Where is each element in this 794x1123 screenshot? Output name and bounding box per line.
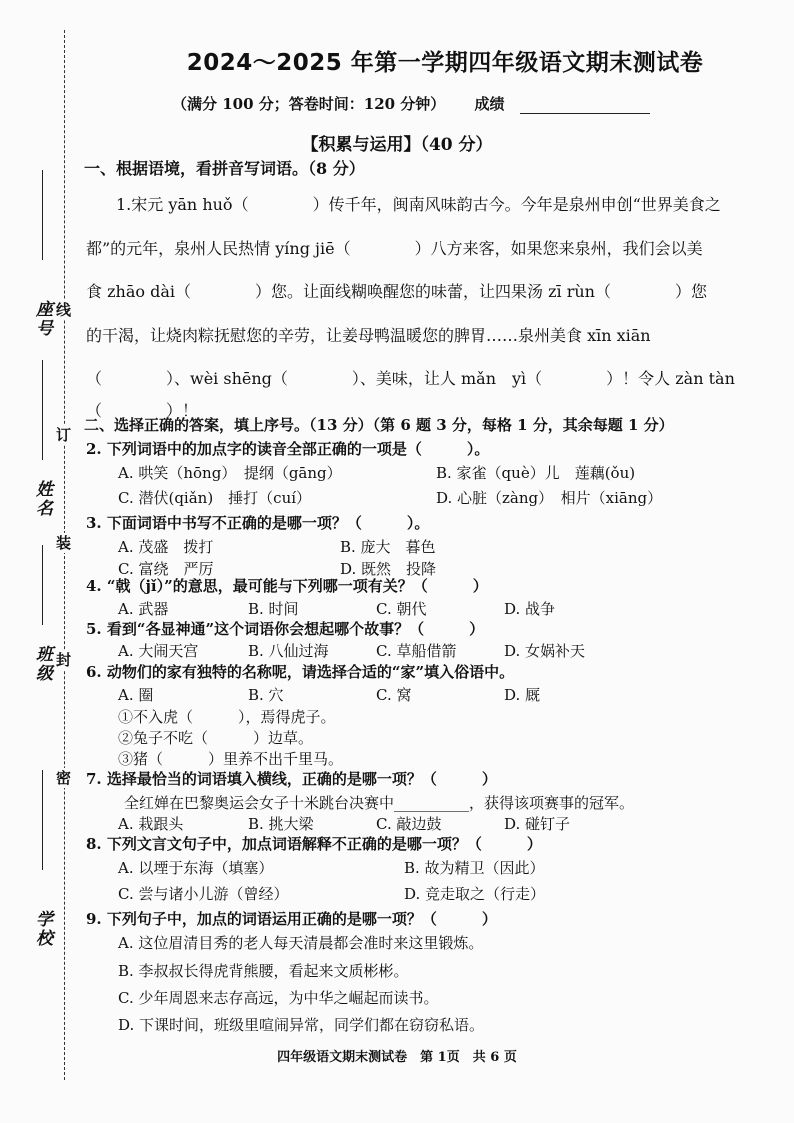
binding-word: 封 [56, 651, 72, 669]
question-6: 6. 动物们的家有独特的名称呢，请选择合适的“家”填入俗语中。 [86, 663, 515, 681]
question-5: 5. 看到“各显神通”这个词语你会想起哪个故事？（ ） [86, 620, 485, 638]
q5-option-d[interactable]: D. 女娲补天 [504, 642, 586, 660]
q8-option-b[interactable]: B. 故为精卫（因此） [404, 859, 545, 877]
q3-option-a[interactable]: A. 茂盛 拨打 [118, 538, 214, 556]
q4-option-b[interactable]: B. 时间 [248, 600, 299, 618]
q3-option-b[interactable]: B. 庞大 暮色 [340, 538, 436, 556]
q8-option-c[interactable]: C. 尝与诸小儿游（曾经） [118, 885, 289, 903]
q2-option-a[interactable]: A. 哄笑（hōng） 提纲（gāng） [118, 464, 342, 482]
question-3: 3. 下面词语中书写不正确的是哪一项？（ ）。 [86, 514, 430, 532]
question-2: 2. 下列词语中的加点字的读音全部正确的一项是（ ）。 [86, 440, 490, 458]
q4-option-c[interactable]: C. 朝代 [376, 600, 427, 618]
q6-option-a[interactable]: A. 圈 [118, 686, 154, 704]
question-4: 4. “戟（jǐ）”的意思，最可能与下列哪一项有关？（ ） [86, 577, 488, 595]
q2-option-d[interactable]: D. 心脏（zàng） 相片（xiāng） [436, 489, 663, 507]
binding-word: 线 [56, 301, 72, 319]
q2-option-b[interactable]: B. 家雀（què）儿 莲藕(ǒu) [436, 464, 636, 482]
q9-option-c[interactable]: C. 少年周恩来志存高远，为中华之崛起而读书。 [118, 989, 439, 1007]
question-8: 8. 下列文言文句子中，加点词语解释不正确的是哪一项？（ ） [86, 835, 542, 853]
section-title: 【积累与运用】（40 分） [301, 135, 493, 155]
q7-option-a[interactable]: A. 栽跟头 [118, 815, 184, 833]
name-field[interactable]: 姓名 [30, 360, 46, 522]
passage-line: 食 zhāo dài（ ）您。让面线糊唤醒您的味蕾，让四果汤 zī rùn（ ）您 [86, 282, 707, 301]
q9-option-d[interactable]: D. 下课时间，班级里喧闹异常，同学们都在窃窃私语。 [118, 1016, 485, 1034]
q6-item-2[interactable]: ②兔子不吃（ ）边草。 [118, 729, 314, 747]
q6-option-b[interactable]: B. 穴 [248, 686, 284, 704]
binding-dashed-line [64, 30, 65, 1080]
q6-item-3[interactable]: ③猪（ ）里养不出千里马。 [118, 750, 344, 768]
q3-option-d[interactable]: D. 既然 投降 [340, 560, 437, 578]
q6-option-c[interactable]: C. 窝 [376, 686, 412, 704]
q9-option-b[interactable]: B. 李叔叔长得虎背熊腰，看起来文质彬彬。 [118, 962, 409, 980]
q6-item-1[interactable]: ①不入虎（ ），焉得虎子。 [118, 708, 336, 726]
question-9: 9. 下列句子中，加点的词语运用正确的是哪一项？（ ） [86, 910, 497, 928]
passage-line: 1.宋元 yān huǒ（ ）传千年，闽南风味韵古今。今年是泉州申创“世界美食之 [116, 195, 721, 214]
q7-sentence: 全红婵在巴黎奥运会女子十米跳台决赛中__________，获得该项赛事的冠军。 [124, 794, 635, 812]
binding-word: 密 [56, 769, 72, 787]
part1-heading: 一、根据语境，看拼音写词语。（8 分） [84, 159, 365, 178]
exam-info: （满分 100 分；答卷时间：120 分钟） 成绩 [172, 93, 650, 114]
school-field[interactable]: 学校 [30, 770, 46, 952]
passage-line: 都”的元年，泉州人民热情 yíng jiē（ ）八方来客，如果您来泉州，我们会以美 [86, 239, 703, 258]
q5-option-b[interactable]: B. 八仙过海 [248, 642, 329, 660]
q4-option-d[interactable]: D. 战争 [504, 600, 556, 618]
part2-heading: 二、选择正确的答案，填上序号。（13 分）（第 6 题 3 分，每格 1 分，其余每题 1 分） [84, 416, 674, 434]
passage-line: 的干渴，让烧肉粽抚慰您的辛劳，让姜母鸭温暖您的脾胃……泉州美食 xīn xiān [86, 326, 651, 345]
q5-option-c[interactable]: C. 草船借箭 [376, 642, 457, 660]
question-7: 7. 选择最恰当的词语填入横线，正确的是哪一项？（ ） [86, 770, 497, 788]
q3-option-c[interactable]: C. 富绕 严厉 [118, 560, 214, 578]
q5-option-a[interactable]: A. 大闹天宫 [118, 642, 199, 660]
q7-option-d[interactable]: D. 碰钉子 [504, 815, 571, 833]
class-field[interactable]: 班级 [30, 545, 46, 687]
passage-line: （ ）、wèi shēng（ ）、美味，让人 mǎn yì（ ）！令人 zàn tàn [86, 369, 735, 388]
q7-option-c[interactable]: C. 敲边鼓 [376, 815, 442, 833]
q8-option-d[interactable]: D. 竞走取之（行走） [404, 885, 546, 903]
exam-title: 2024～2025 年第一学期四年级语文期末测试卷 [186, 50, 704, 76]
seat-number-field[interactable]: 座号 [30, 170, 46, 342]
passage-line: （ ）！ [86, 401, 199, 420]
page-footer: 四年级语文期末测试卷 第 1页 共 6 页 [277, 1050, 517, 1065]
score-blank[interactable] [520, 99, 650, 114]
q2-option-c[interactable]: C. 潜伏(qiǎn) 捶打（cuí） [118, 489, 312, 507]
q8-option-a[interactable]: A. 以堙于东海（填塞） [118, 859, 274, 877]
q9-option-a[interactable]: A. 这位眉清目秀的老人每天清晨都会准时来这里锻炼。 [118, 934, 484, 952]
binding-word: 订 [56, 426, 72, 444]
q4-option-a[interactable]: A. 武器 [118, 600, 169, 618]
q7-option-b[interactable]: B. 挑大梁 [248, 815, 314, 833]
q6-option-d[interactable]: D. 厩 [504, 686, 541, 704]
binding-word: 装 [56, 534, 72, 552]
